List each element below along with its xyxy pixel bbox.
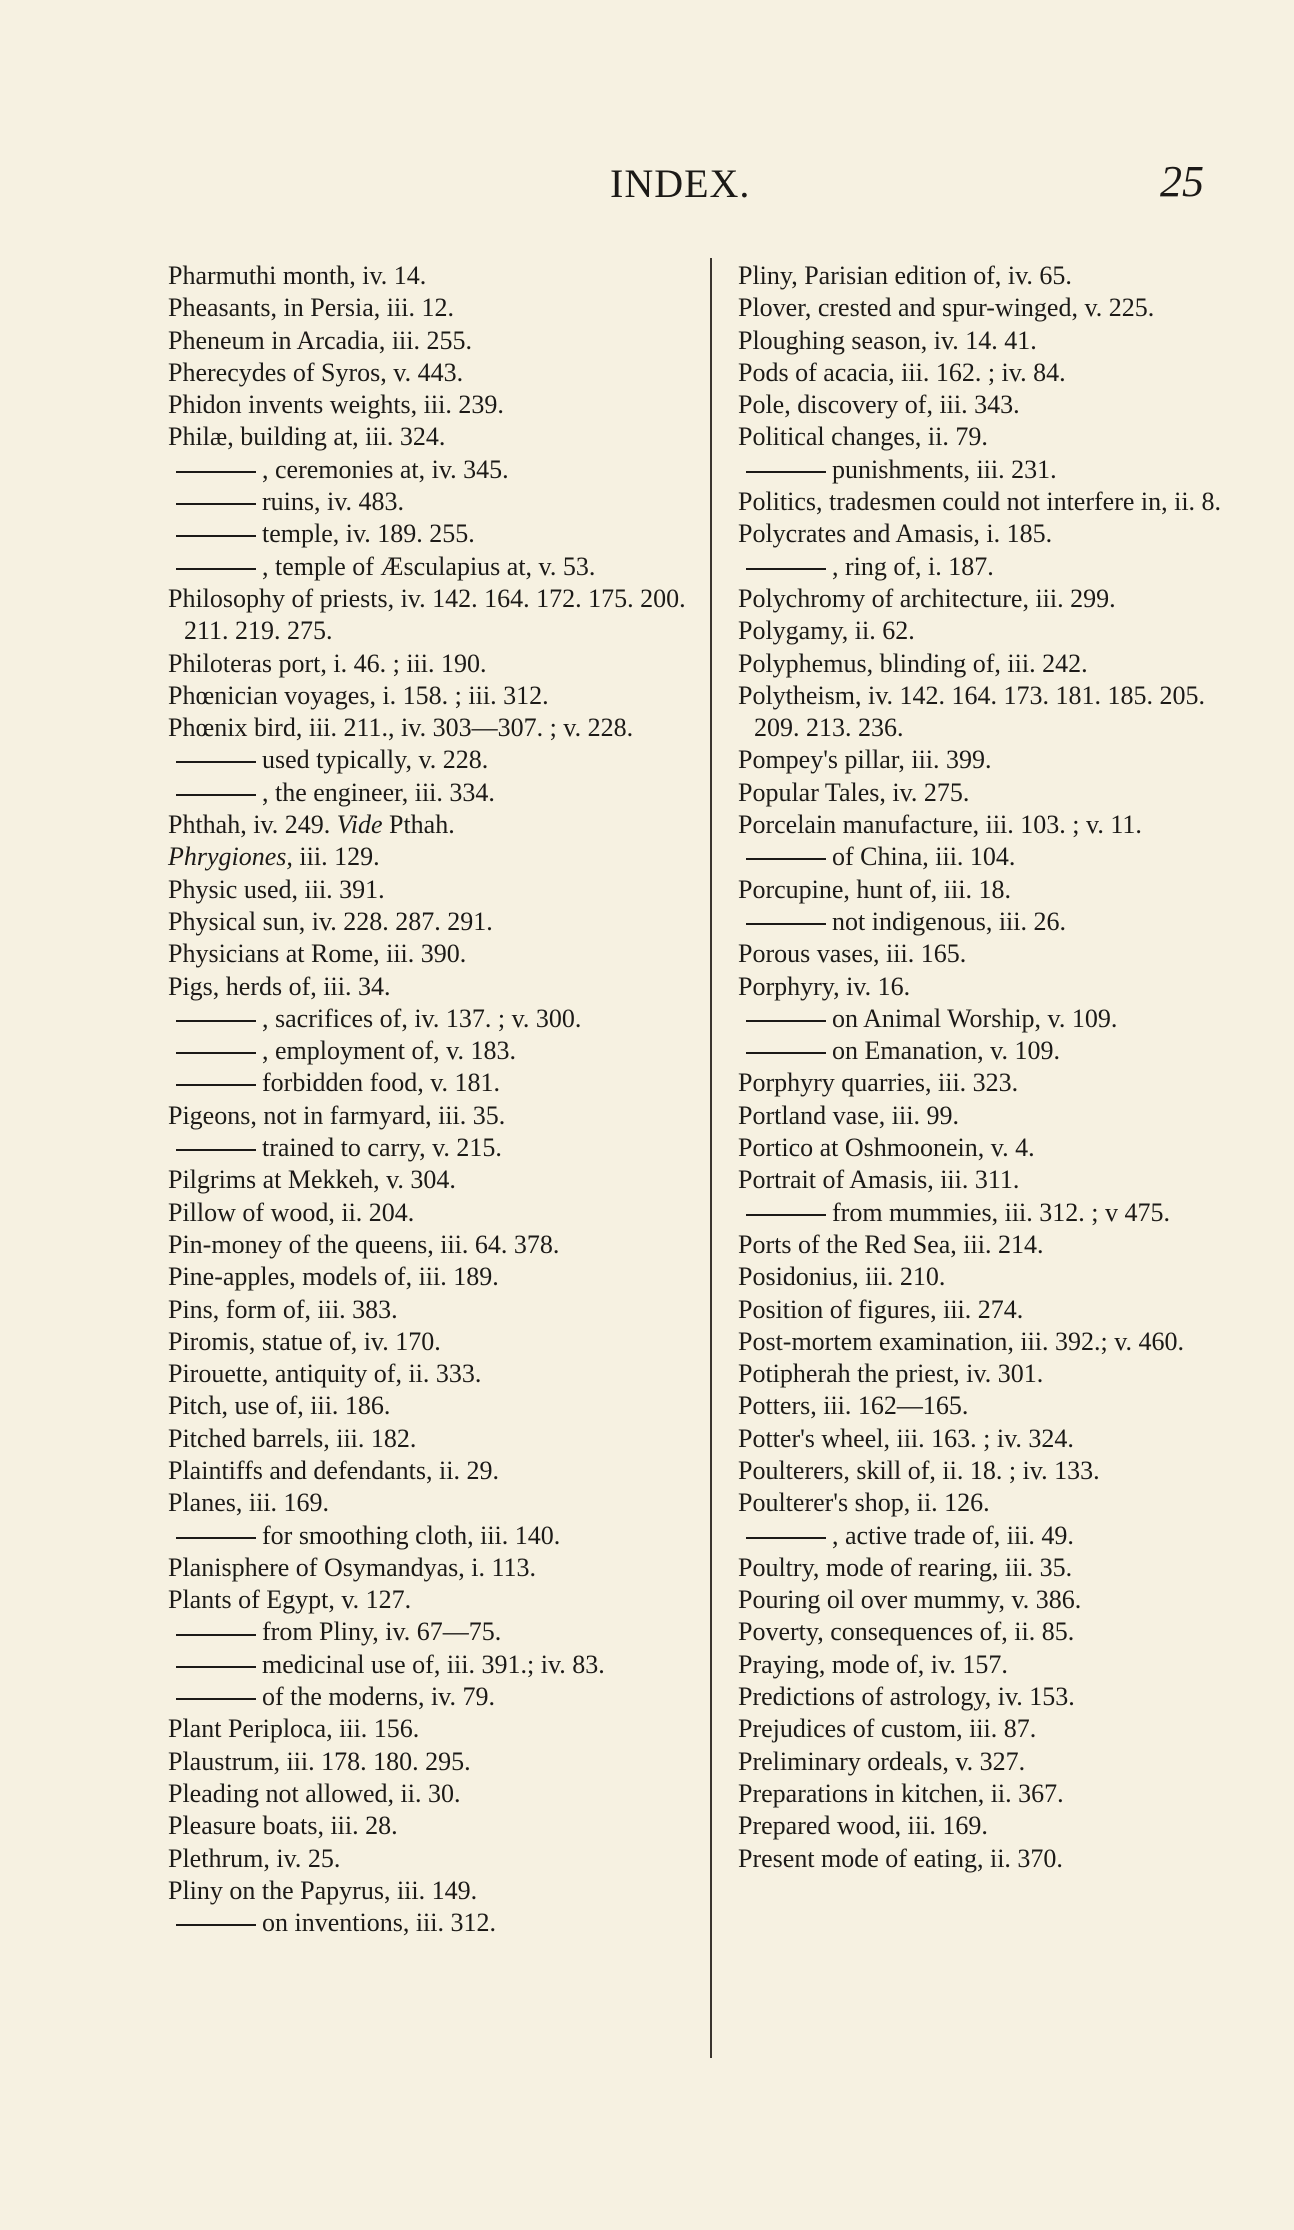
- index-entry: [168, 583, 698, 648]
- entry-text: Pleading not allowed, ii. 30.: [168, 1778, 461, 1808]
- repeat-dash: [176, 1537, 256, 1539]
- repeat-dash: [746, 568, 826, 570]
- subentry-text: , the engineer, iii. 334.: [262, 777, 495, 807]
- index-entry: [738, 1261, 1253, 1293]
- index-entry: [738, 1294, 1253, 1326]
- index-entry: [168, 389, 698, 421]
- entry-text: Philosophy of priests, iv. 142. 164. 172. 175. 200. 211. 219. 275.: [168, 583, 686, 646]
- entry-text: Porcelain manufacture, iii. 103. ; v. 11.: [738, 810, 1142, 840]
- index-entry: [168, 1229, 698, 1261]
- index-entry: [168, 906, 698, 938]
- index-subentry: [168, 551, 698, 583]
- entry-text: Pharmuthi month, iv. 14.: [168, 261, 427, 290]
- entry-text: Position of figures, iii. 274.: [738, 1294, 1024, 1324]
- index-entry: [738, 1649, 1253, 1681]
- index-entry: [738, 389, 1253, 421]
- index-entry: [168, 1778, 698, 1810]
- entry-text: Pherecydes of Syros, v. 443.: [168, 357, 464, 387]
- index-subentry: [168, 1649, 698, 1681]
- entry-text: iii. 129.: [292, 842, 380, 872]
- entry-text: Pouring oil over mummy, v. 386.: [738, 1585, 1082, 1615]
- entry-text: Ploughing season, iv. 14. 41.: [738, 325, 1037, 355]
- subentry-text: from mummies, iii. 312. ; v 475.: [832, 1197, 1170, 1227]
- index-entry: [168, 1423, 698, 1455]
- entry-text: Pins, form of, iii. 383.: [168, 1294, 398, 1324]
- entry-text: Pliny on the Papyrus, iii. 149.: [168, 1875, 478, 1905]
- repeat-dash: [746, 471, 826, 473]
- index-subentry: [168, 1520, 698, 1552]
- index-entry: [738, 1455, 1253, 1487]
- index-entry: [738, 260, 1253, 292]
- entry-text: Plants of Egypt, v. 127.: [168, 1585, 412, 1615]
- index-entry: [738, 1390, 1253, 1422]
- entry-text: Polychromy of architecture, iii. 299.: [738, 583, 1116, 613]
- entry-text: Piromis, statue of, iv. 170.: [168, 1326, 441, 1356]
- index-entry: [738, 1681, 1253, 1713]
- entry-text: Present mode of eating, ii. 370.: [738, 1843, 1063, 1873]
- entry-text: Philoteras port, i. 46. ; iii. 190.: [168, 648, 487, 678]
- entry-text: Pigeons, not in farmyard, iii. 35.: [168, 1100, 506, 1130]
- entry-text: Plover, crested and spur-winged, v. 225.: [738, 293, 1155, 323]
- index-entry: [738, 1164, 1253, 1196]
- index-entry: [738, 1067, 1253, 1099]
- index-subentry: [168, 744, 698, 776]
- entry-text: Polycrates and Amasis, i. 185.: [738, 519, 1053, 549]
- index-entry: [738, 1584, 1253, 1616]
- entry-text: Poverty, consequences of, ii. 85.: [738, 1617, 1075, 1647]
- index-subentry: [168, 454, 698, 486]
- index-entry: [168, 648, 698, 680]
- entry-text: Pheasants, in Persia, iii. 12.: [168, 293, 454, 323]
- entry-text: Physical sun, iv. 228. 287. 291.: [168, 906, 493, 936]
- entry-text: Pine-apples, models of, iii. 189.: [168, 1262, 499, 1292]
- index-entry: [738, 874, 1253, 906]
- entry-text: Porcupine, hunt of, iii. 18.: [738, 874, 1011, 904]
- entry-text: Philæ, building at, iii. 324.: [168, 422, 446, 452]
- subentry-text: , ring of, i. 187.: [832, 551, 994, 581]
- entry-text: Porphyry quarries, iii. 323.: [738, 1068, 1019, 1098]
- repeat-dash: [176, 761, 256, 763]
- index-entry: [168, 1261, 698, 1293]
- entry-text: Portico at Oshmoonein, v. 4.: [738, 1133, 1035, 1163]
- index-subentry: [738, 1035, 1253, 1067]
- index-entry: [168, 1197, 698, 1229]
- entry-text: Pheneum in Arcadia, iii. 255.: [168, 325, 473, 355]
- repeat-dash: [746, 1214, 826, 1216]
- index-entry: [168, 971, 698, 1003]
- entry-text: Popular Tales, iv. 275.: [738, 777, 970, 807]
- entry-text: Potters, iii. 162—165.: [738, 1391, 969, 1421]
- repeat-dash: [176, 535, 256, 537]
- index-entry: [738, 292, 1253, 324]
- entry-text: Poulterer's shop, ii. 126.: [738, 1488, 990, 1518]
- entry-text: Pompey's pillar, iii. 399.: [738, 745, 992, 775]
- index-entry: [168, 874, 698, 906]
- index-entry: [738, 421, 1253, 453]
- index-column-right: [738, 260, 1253, 1875]
- entry-text: Potter's wheel, iii. 163. ; iv. 324.: [738, 1423, 1074, 1453]
- entry-text: Planes, iii. 169.: [168, 1488, 330, 1518]
- repeat-dash: [746, 1020, 826, 1022]
- index-entry: [738, 325, 1253, 357]
- entry-italic: Phrygiones,: [168, 842, 293, 872]
- subentry-text: not indigenous, iii. 26.: [832, 906, 1066, 936]
- index-entry: [168, 1294, 698, 1326]
- entry-text: Predictions of astrology, iv. 153.: [738, 1682, 1075, 1712]
- index-subentry: [168, 1616, 698, 1648]
- index-entry: [168, 1810, 698, 1842]
- subentry-text: ruins, iv. 483.: [262, 487, 405, 517]
- index-subentry: [738, 841, 1253, 873]
- entry-text: Plant Periploca, iii. 156.: [168, 1714, 420, 1744]
- entry-text: Pilgrims at Mekkeh, v. 304.: [168, 1165, 456, 1195]
- repeat-dash: [176, 503, 256, 505]
- index-entry: [738, 1358, 1253, 1390]
- repeat-dash: [176, 471, 256, 473]
- index-entry: [738, 971, 1253, 1003]
- index-entry: [168, 1390, 698, 1422]
- entry-text: Preliminary ordeals, v. 327.: [738, 1746, 1026, 1776]
- entry-text: Pthah.: [382, 810, 455, 840]
- index-entry: [738, 518, 1253, 550]
- index-entry: [168, 1746, 698, 1778]
- index-entry: [168, 1843, 698, 1875]
- index-entry: [738, 1843, 1253, 1875]
- repeat-dash: [746, 1537, 826, 1539]
- index-entry: [168, 809, 698, 841]
- entry-text: Polyphemus, blinding of, iii. 242.: [738, 648, 1088, 678]
- index-entry: [168, 1455, 698, 1487]
- index-subentry: [168, 1067, 698, 1099]
- index-entry: [168, 260, 698, 292]
- repeat-dash: [176, 1666, 256, 1668]
- entry-text: Political changes, ii. 79.: [738, 422, 988, 452]
- subentry-text: , temple of Æsculapius at, v. 53.: [262, 551, 596, 581]
- page-header: [0, 157, 1294, 220]
- entry-text: Poultry, mode of rearing, iii. 35.: [738, 1552, 1073, 1582]
- entry-text: Pigs, herds of, iii. 34.: [168, 971, 391, 1001]
- repeat-dash: [746, 858, 826, 860]
- subentry-text: , sacrifices of, iv. 137. ; v. 300.: [262, 1003, 582, 1033]
- entry-text: Plaustrum, iii. 178. 180. 295.: [168, 1746, 471, 1776]
- index-subentry: [168, 1132, 698, 1164]
- entry-text: Phœnix bird, iii. 211., iv. 303—307. ; v. 228.: [168, 713, 634, 743]
- index-entry: [168, 1487, 698, 1519]
- entry-text: Pole, discovery of, iii. 343.: [738, 390, 1020, 420]
- index-entry: [168, 712, 698, 744]
- repeat-dash: [176, 1052, 256, 1054]
- index-entry: [168, 357, 698, 389]
- entry-text: Pleasure boats, iii. 28.: [168, 1811, 398, 1841]
- entry-text: Physicians at Rome, iii. 390.: [168, 939, 467, 969]
- index-entry: [738, 1229, 1253, 1261]
- entry-text: Porphyry, iv. 16.: [738, 971, 911, 1001]
- subentry-text: temple, iv. 189. 255.: [262, 519, 475, 549]
- index-entry: [168, 325, 698, 357]
- repeat-dash: [176, 568, 256, 570]
- index-subentry: [738, 906, 1253, 938]
- entry-italic: Vide: [336, 810, 383, 840]
- repeat-dash: [746, 923, 826, 925]
- repeat-dash: [176, 794, 256, 796]
- index-entry: [738, 648, 1253, 680]
- entry-text: Posidonius, iii. 210.: [738, 1262, 946, 1292]
- index-entry: [168, 1326, 698, 1358]
- subentry-text: used typically, v. 228.: [262, 745, 489, 775]
- entry-text: Pillow of wood, ii. 204.: [168, 1197, 415, 1227]
- entry-text: Phthah, iv. 249.: [168, 810, 331, 840]
- subentry-text: , ceremonies at, iv. 345.: [262, 454, 509, 484]
- index-entry: [738, 809, 1253, 841]
- repeat-dash: [176, 1698, 256, 1700]
- index-entry: [168, 680, 698, 712]
- entry-text: Politics, tradesmen could not interfere in, ii. 8.: [738, 487, 1222, 517]
- entry-text: Pitched barrels, iii. 182.: [168, 1423, 417, 1453]
- index-entry: [168, 1713, 698, 1745]
- index-entry: [168, 1552, 698, 1584]
- index-subentry: [738, 454, 1253, 486]
- entry-text: Phœnician voyages, i. 158. ; iii. 312.: [168, 680, 549, 710]
- index-column-left: [168, 260, 698, 1939]
- index-subentry: [738, 551, 1253, 583]
- entry-text: Poulterers, skill of, ii. 18. ; iv. 133.: [738, 1455, 1100, 1485]
- index-entry: [738, 1552, 1253, 1584]
- index-entry: [168, 1100, 698, 1132]
- index-entry: [738, 1810, 1253, 1842]
- subentry-text: , active trade of, iii. 49.: [832, 1520, 1074, 1550]
- subentry-text: from Pliny, iv. 67—75.: [262, 1617, 502, 1647]
- entry-text: Praying, mode of, iv. 157.: [738, 1649, 1008, 1679]
- repeat-dash: [176, 1634, 256, 1636]
- entry-text: Phidon invents weights, iii. 239.: [168, 390, 504, 420]
- subentry-text: forbidden food, v. 181.: [262, 1068, 501, 1098]
- subentry-text: of China, iii. 104.: [832, 842, 1016, 872]
- subentry-text: , employment of, v. 183.: [262, 1036, 516, 1066]
- index-entry: [738, 1616, 1253, 1648]
- index-entry: [738, 1100, 1253, 1132]
- index-entry: [168, 1164, 698, 1196]
- index-subentry: [738, 1003, 1253, 1035]
- index-subentry: [168, 1681, 698, 1713]
- index-subentry: [168, 1035, 698, 1067]
- subentry-text: punishments, iii. 231.: [832, 454, 1057, 484]
- index-subentry: [168, 1907, 698, 1939]
- index-subentry: [738, 1197, 1253, 1229]
- index-entry: [738, 1487, 1253, 1519]
- index-entry: [738, 357, 1253, 389]
- index-entry: [738, 680, 1253, 745]
- index-subentry: [168, 1003, 698, 1035]
- entry-text: Planisphere of Osymandyas, i. 113.: [168, 1552, 537, 1582]
- repeat-dash: [176, 1084, 256, 1086]
- index-entry: [738, 1778, 1253, 1810]
- subentry-text: trained to carry, v. 215.: [262, 1133, 502, 1163]
- index-entry: [738, 777, 1253, 809]
- repeat-dash: [176, 1924, 256, 1926]
- entry-text: Polygamy, ii. 62.: [738, 616, 915, 646]
- entry-text: Portrait of Amasis, iii. 311.: [738, 1165, 1020, 1195]
- index-entry: [168, 1584, 698, 1616]
- entry-text: Prejudices of custom, iii. 87.: [738, 1714, 1037, 1744]
- index-entry: [738, 1423, 1253, 1455]
- index-subentry: [738, 1520, 1253, 1552]
- subentry-text: for smoothing cloth, iii. 140.: [262, 1520, 561, 1550]
- entry-text: Pliny, Parisian edition of, iv. 65.: [738, 261, 1072, 290]
- entry-text: Pin-money of the queens, iii. 64. 378.: [168, 1229, 560, 1259]
- entry-text: Post-mortem examination, iii. 392.; v. 460.: [738, 1326, 1185, 1356]
- entry-text: Pods of acacia, iii. 162. ; iv. 84.: [738, 357, 1066, 387]
- entry-text: Portland vase, iii. 99.: [738, 1100, 959, 1130]
- subentry-text: on Emanation, v. 109.: [832, 1036, 1060, 1066]
- index-entry: [738, 1326, 1253, 1358]
- entry-text: Prepared wood, iii. 169.: [738, 1811, 988, 1841]
- index-subentry: [168, 486, 698, 518]
- index-entry: [738, 1132, 1253, 1164]
- repeat-dash: [176, 1020, 256, 1022]
- index-entry: [168, 292, 698, 324]
- entry-text: Potipherah the priest, iv. 301.: [738, 1359, 1044, 1389]
- repeat-dash: [746, 1052, 826, 1054]
- index-entry: [738, 1713, 1253, 1745]
- subentry-text: on Animal Worship, v. 109.: [832, 1003, 1118, 1033]
- index-entry: [168, 841, 698, 873]
- index-subentry: [168, 777, 698, 809]
- repeat-dash: [176, 1149, 256, 1151]
- page-number: 25: [1160, 157, 1204, 206]
- index-entry: [168, 1875, 698, 1907]
- entry-text: Polytheism, iv. 142. 164. 173. 181. 185. 205. 209. 213. 236.: [738, 680, 1206, 743]
- index-entry: [168, 1358, 698, 1390]
- index-entry: [738, 583, 1253, 615]
- index-entry: [738, 744, 1253, 776]
- subentry-text: on inventions, iii. 312.: [262, 1908, 496, 1938]
- entry-text: Porous vases, iii. 165.: [738, 939, 967, 969]
- index-entry: [738, 1746, 1253, 1778]
- entry-text: Physic used, iii. 391.: [168, 874, 385, 904]
- index-entry: [738, 486, 1253, 518]
- entry-text: Preparations in kitchen, ii. 367.: [738, 1778, 1064, 1808]
- index-entry: [168, 421, 698, 453]
- entry-text: Pirouette, antiquity of, ii. 333.: [168, 1359, 482, 1389]
- page-title: INDEX.: [610, 161, 751, 206]
- entry-text: Plaintiffs and defendants, ii. 29.: [168, 1455, 499, 1485]
- entry-text: Ports of the Red Sea, iii. 214.: [738, 1229, 1044, 1259]
- index-subentry: [168, 518, 698, 550]
- index-entry: [168, 938, 698, 970]
- subentry-text: medicinal use of, iii. 391.; iv. 83.: [262, 1649, 605, 1679]
- index-entry: [738, 938, 1253, 970]
- entry-text: Pitch, use of, iii. 186.: [168, 1391, 391, 1421]
- column-divider: [710, 258, 712, 2058]
- index-entry: [738, 615, 1253, 647]
- subentry-text: of the moderns, iv. 79.: [262, 1682, 495, 1712]
- entry-text: Plethrum, iv. 25.: [168, 1843, 341, 1873]
